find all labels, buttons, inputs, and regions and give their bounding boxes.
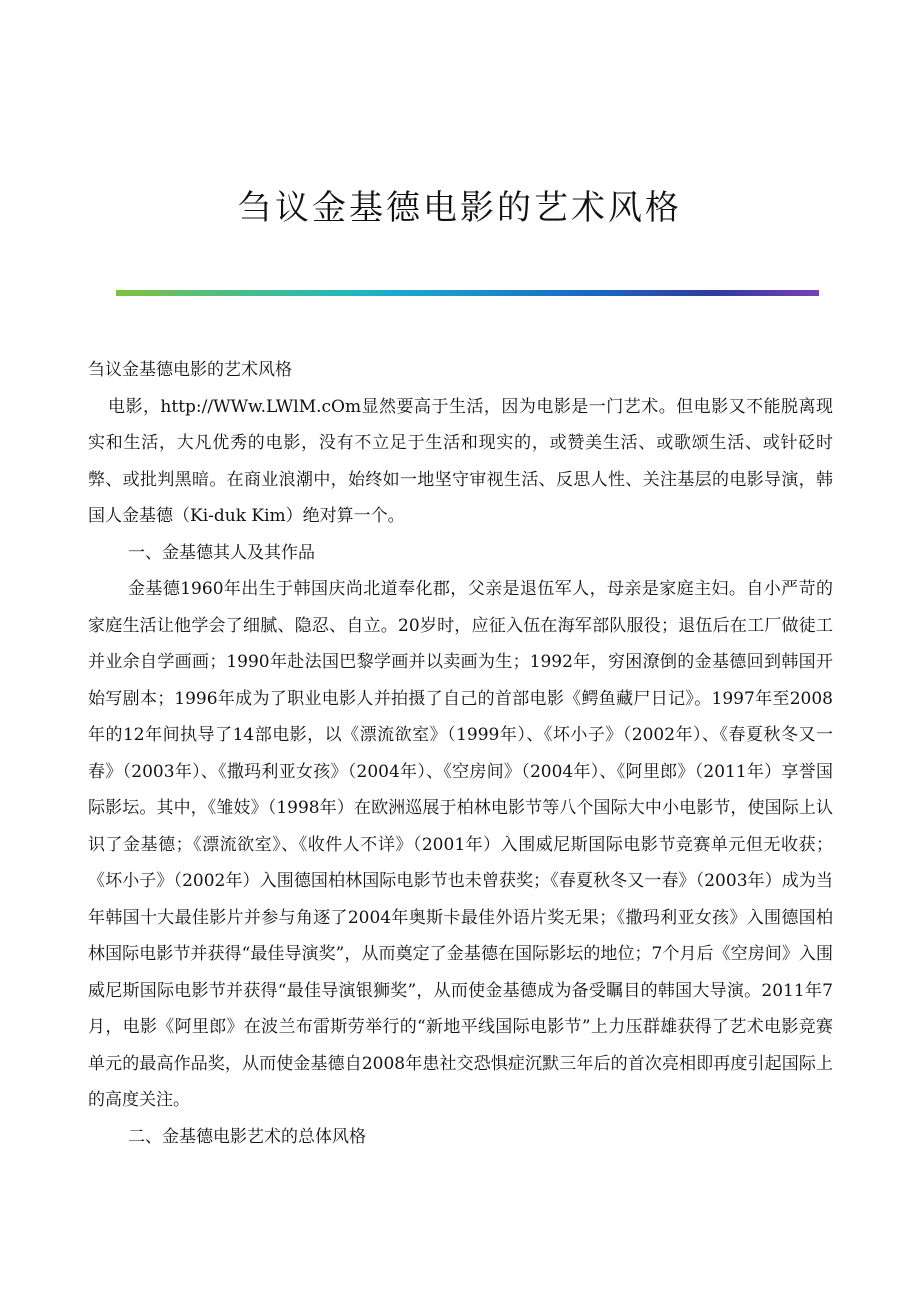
document-body xyxy=(88,352,833,1155)
paragraph-biography: 金基德1960年出生于韩国庆尚北道奉化郡，父亲是退伍军人，母亲是家庭主妇。自小严苛的家庭生活让他学会了细腻、隐忍、自立。20岁时，应征入伍在海军部队服役；退伍后在工厂做徒工并业余自学画画；1990年赴法国巴黎学画并以卖画为生；1992年，穷困潦倒的金基德回到韩国开始写剧本；1996年成为了职业电影人并拍摄了自己的首部电影《鳄鱼藏尸日记》。1997年至2008年的12年间执导了14部电影，以《漂流欲室》（1999年）、《坏小子》（2002年）、《春夏秋冬又一春》（2003年）、《撒玛利亚女孩》（2004年）、《空房间》（2004年）、《阿里郎》（2011年）享誉国际影坛。其中，《雏妓》（1998年）在欧洲巡展于柏林电影节等八个国际大中小电影节，使国际上认识了金基德；《漂流欲室》、《收件人不详》（2001年）入围威尼斯国际电影节竞赛单元但无收获；《坏小子》（2002年）入围德国柏林国际电影节也未曾获奖；《春夏秋冬又一春》（2003年）成为当年韩国十大最佳影片并参与角逐了2004年奥斯卡最佳外语片奖无果；《撒玛利亚女孩》入围德国柏林国际电影节并获得“最佳导演奖”，从而奠定了金基德在国际影坛的地位；7个月后《空房间》入围威尼斯国际电影节并获得“最佳导演银狮奖”，从而使金基德成为备受瞩目的韩国大导演。2011年7月，电影《阿里郎》在波兰布雷斯劳举行的“新地平线国际电影节”上力压群雄获得了艺术电影竞赛单元的最高作品奖，从而使金基德自2008年患社交恐惧症沉默三年后的首次亮相即再度引起国际上的高度关注。 xyxy=(88,579,833,1110)
section-heading-2: 二、金基德电影艺术的总体风格 xyxy=(128,1126,366,1147)
document-subtitle: 刍议金基德电影的艺术风格 xyxy=(88,360,292,380)
section-heading-1: 一、金基德其人及其作品 xyxy=(128,542,315,563)
paragraph-intro: 电影，http://WWw.LWlM.cOm显然要高于生活，因为电影是一门艺术。但电影又不能脱离现实和生活，大凡优秀的电影，没有不立足于生活和现实的，或赞美生活、或歌颂生活、或针砭时弊、或批判黑暗。在商业浪潮中，始终如一地坚守审视生活、反思人性、关注基层的电影导演，韩国人金基德（Ki-duk Kim）绝对算一个。 xyxy=(88,396,833,526)
document-title: 刍议金基德电影的艺术风格 xyxy=(238,188,682,228)
title-divider xyxy=(116,290,819,296)
